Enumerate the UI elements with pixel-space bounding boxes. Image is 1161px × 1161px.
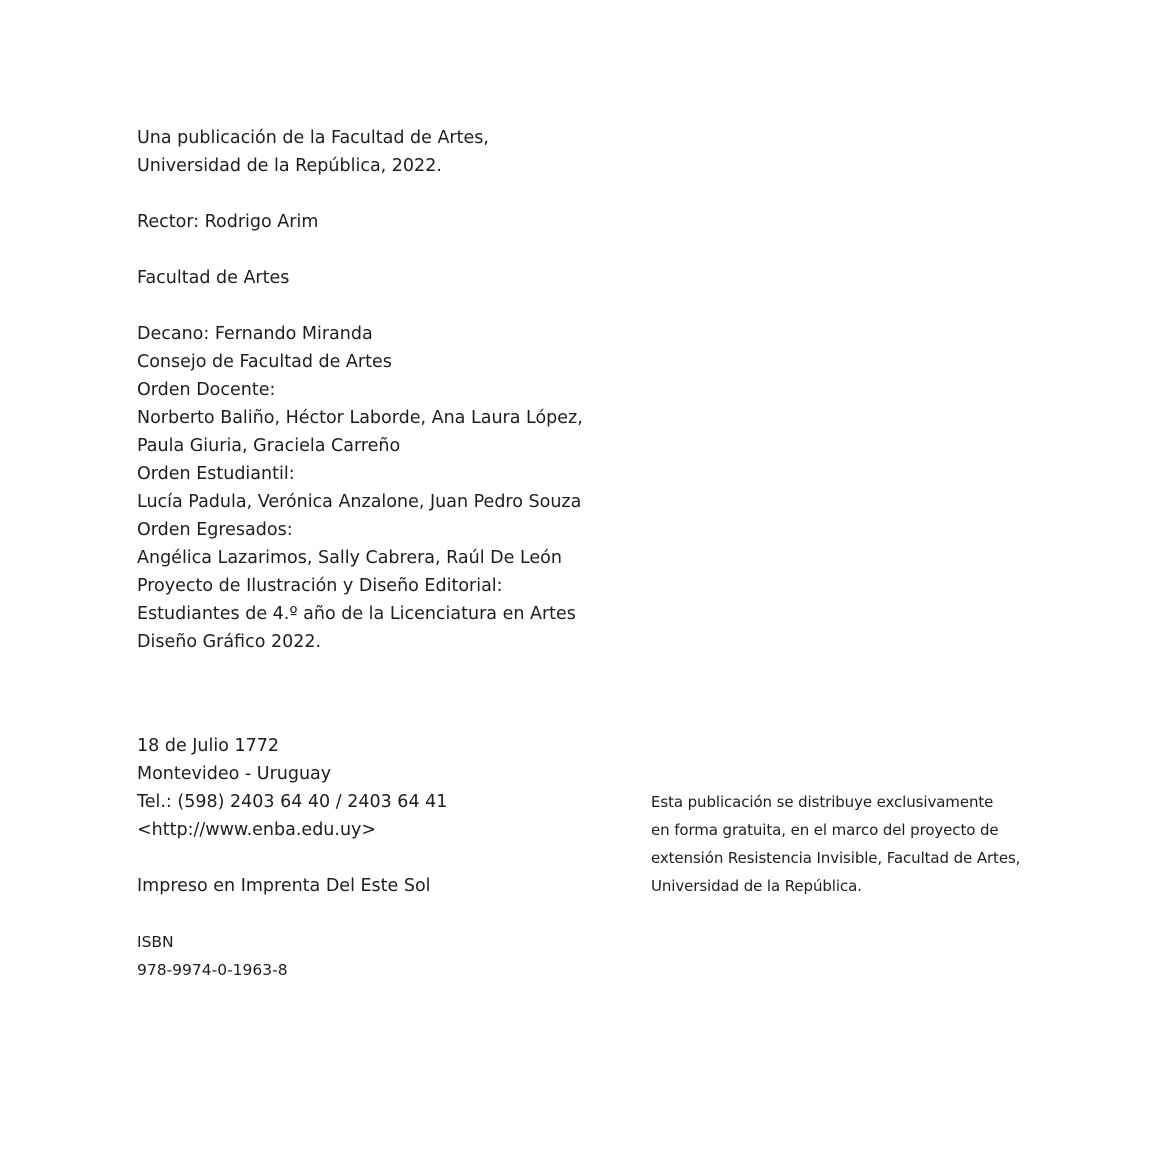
- council-line: Decano: Fernando Miranda: [137, 324, 373, 344]
- notice-line: Esta publicación se distribuye exclusivamente: [651, 793, 994, 811]
- council-line: Orden Estudiantil:: [137, 464, 295, 484]
- rector-line: Rector: Rodrigo Arim: [137, 212, 319, 232]
- publication-line-1: Una publicación de la Facultad de Artes,: [137, 128, 489, 148]
- council-line: Diseño Gráfico 2022.: [137, 632, 322, 652]
- council-line: Angélica Lazarimos, Sally Cabrera, Raúl De León: [137, 548, 562, 568]
- distribution-notice: [651, 788, 1020, 900]
- council-line: Norberto Baliño, Héctor Laborde, Ana Laura López,: [137, 408, 583, 428]
- council-line: Paula Giuria, Graciela Carreño: [137, 436, 401, 456]
- isbn-label: ISBN: [137, 933, 174, 951]
- contact-info: [137, 732, 447, 844]
- council-line: Lucía Padula, Verónica Anzalone, Juan Pedro Souza: [137, 492, 582, 512]
- council-line: Proyecto de Ilustración y Diseño Editorial:: [137, 576, 503, 596]
- contact-address: 18 de Julio 1772: [137, 736, 280, 756]
- council-line: Consejo de Facultad de Artes: [137, 352, 392, 372]
- council-line: Orden Egresados:: [137, 520, 293, 540]
- publication-line-2: Universidad de la República, 2022.: [137, 156, 442, 176]
- faculty-line: Facultad de Artes: [137, 268, 290, 288]
- contact-city: Montevideo - Uruguay: [137, 764, 332, 784]
- contact-phone: Tel.: (598) 2403 64 40 / 2403 64 41: [137, 792, 448, 812]
- publication-credit: [137, 124, 489, 180]
- faculty-heading: [137, 264, 289, 292]
- isbn-block: [137, 928, 288, 984]
- council-list: [137, 320, 583, 656]
- rector-credit: [137, 208, 318, 236]
- printer-credit: [137, 872, 431, 900]
- isbn-number: 978-9974-0-1963-8: [137, 961, 288, 979]
- notice-line: Universidad de la República.: [651, 877, 862, 895]
- contact-url: <http://www.enba.edu.uy>: [137, 820, 377, 840]
- council-line: Orden Docente:: [137, 380, 276, 400]
- printer-line: Impreso en Imprenta Del Este Sol: [137, 876, 431, 896]
- council-line: Estudiantes de 4.º año de la Licenciatura en Artes: [137, 604, 576, 624]
- notice-line: extensión Resistencia Invisible, Facultad de Artes,: [651, 849, 1021, 867]
- notice-line: en forma gratuita, en el marco del proyecto de: [651, 821, 999, 839]
